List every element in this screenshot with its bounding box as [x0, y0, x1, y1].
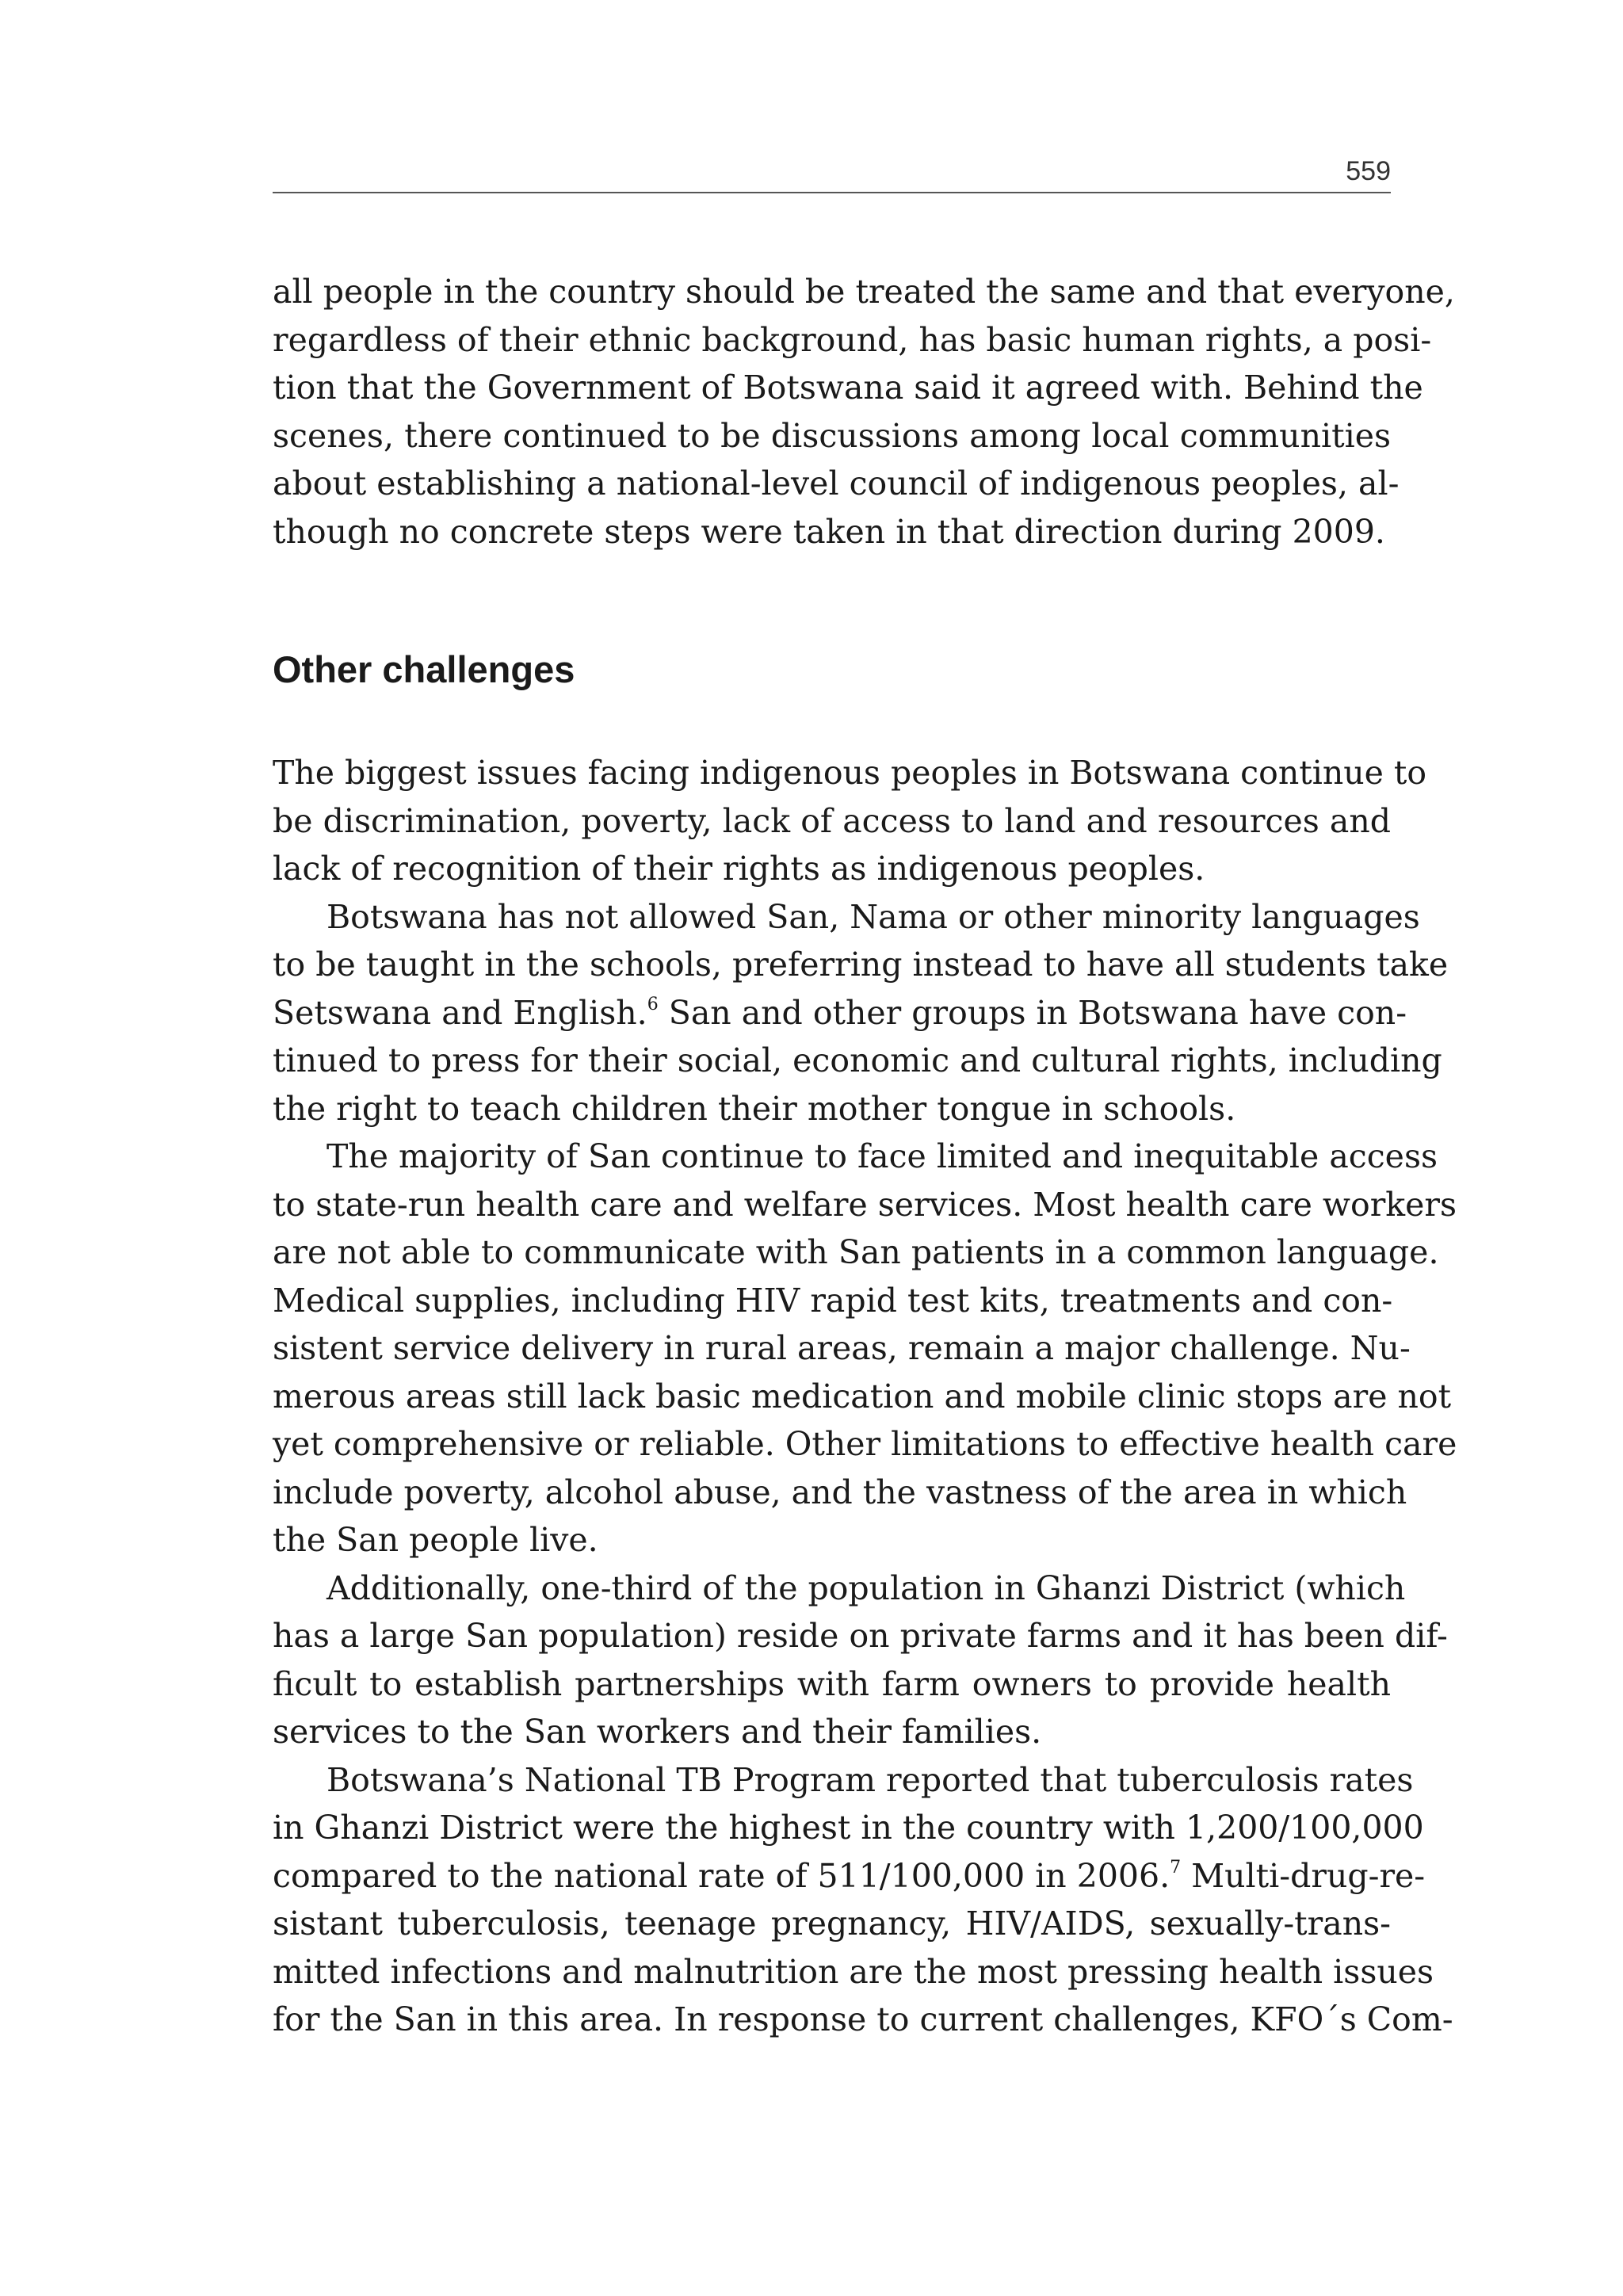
- footnote-marker: 7: [1170, 1857, 1182, 1878]
- text-segment: San and other groups in Botswana have con-: [658, 993, 1407, 1032]
- text-line: for the San in this area. In response to current challenges, KFO´s Com-: [273, 2000, 1453, 2038]
- text-line: has a large San population) reside on private farms and it has been dif-: [273, 1617, 1448, 1655]
- text-line: scenes, there continued to be discussions among local communities: [273, 416, 1391, 455]
- footnote-marker: 6: [647, 994, 659, 1014]
- text-line: The majority of San continue to face limited and inequitable access: [327, 1137, 1438, 1175]
- section-heading: Other challenges: [273, 648, 575, 690]
- text-line: the right to teach children their mother tongue in schools.: [273, 1089, 1236, 1128]
- text-line: to be taught in the schools, preferring instead to have all students take: [273, 946, 1449, 984]
- text-line: Medical supplies, including HIV rapid test kits, treatments and con-: [273, 1281, 1393, 1320]
- text-line: tion that the Government of Botswana said it agreed with. Behind the: [273, 369, 1423, 407]
- text-line: sistent service delivery in rural areas, remain a major challenge. Nu-: [273, 1329, 1411, 1367]
- paragraph-intro: [273, 268, 1455, 556]
- text-segment: Multi-drug-re-: [1181, 1856, 1426, 1895]
- text-segment: compared to the national rate of 511/100,000 in 2006.: [273, 1856, 1170, 1895]
- text-segment: Setswana and English.: [273, 993, 647, 1032]
- text-line: to state-run health care and welfare services. Most health care workers: [273, 1185, 1457, 1224]
- text-line: regardless of their ethnic background, has basic human rights, a posi-: [273, 320, 1432, 359]
- text-line: Botswana has not allowed San, Nama or other minority languages: [327, 897, 1420, 936]
- page-number: 559: [1346, 156, 1391, 186]
- text-line: Botswana’s National TB Program reported that tuberculosis rates: [327, 1760, 1414, 1799]
- text-line: be discrimination, poverty, lack of access to land and resources and: [273, 801, 1391, 840]
- text-line: in Ghanzi District were the highest in the country with 1,200/100,000: [273, 1809, 1424, 1847]
- text-line: all people in the country should be treated the same and that everyone,: [273, 273, 1455, 311]
- text-line: sistant tuberculosis, teenage pregnancy, HIV/AIDS, sexually-trans-: [273, 1904, 1391, 1943]
- text-line: include poverty, alcohol abuse, and the vastness of the area in which: [273, 1473, 1407, 1511]
- section-body: [273, 749, 1457, 2044]
- text-line: yet comprehensive or reliable. Other limitations to effective health care: [273, 1425, 1457, 1463]
- text-line: lack of recognition of their rights as indigenous peoples.: [273, 850, 1205, 888]
- text-line: though no concrete steps were taken in that direction during 2009.: [273, 512, 1385, 551]
- text-line: mitted infections and malnutrition are the most pressing health issues: [273, 1952, 1434, 1991]
- text-line: ficult to establish partnerships with farm owners to provide health: [273, 1664, 1391, 1703]
- text-line: Additionally, one-third of the population in Ghanzi District (which: [327, 1568, 1406, 1607]
- text-line: the San people live.: [273, 1521, 598, 1559]
- text-line: merous areas still lack basic medication and mobile clinic stops are not: [273, 1377, 1452, 1415]
- running-header: [273, 155, 1391, 193]
- text-line: The biggest issues facing indigenous peoples in Botswana continue to: [273, 754, 1427, 792]
- text-line: are not able to communicate with San patients in a common language.: [273, 1233, 1439, 1271]
- text-line-with-footnote: [273, 1852, 1426, 1901]
- text-line-with-footnote: [273, 989, 1407, 1037]
- text-line: services to the San workers and their families.: [273, 1713, 1042, 1751]
- text-line: tinued to press for their social, economic and cultural rights, including: [273, 1041, 1442, 1079]
- text-line: about establishing a national-level council of indigenous peoples, al-: [273, 464, 1400, 502]
